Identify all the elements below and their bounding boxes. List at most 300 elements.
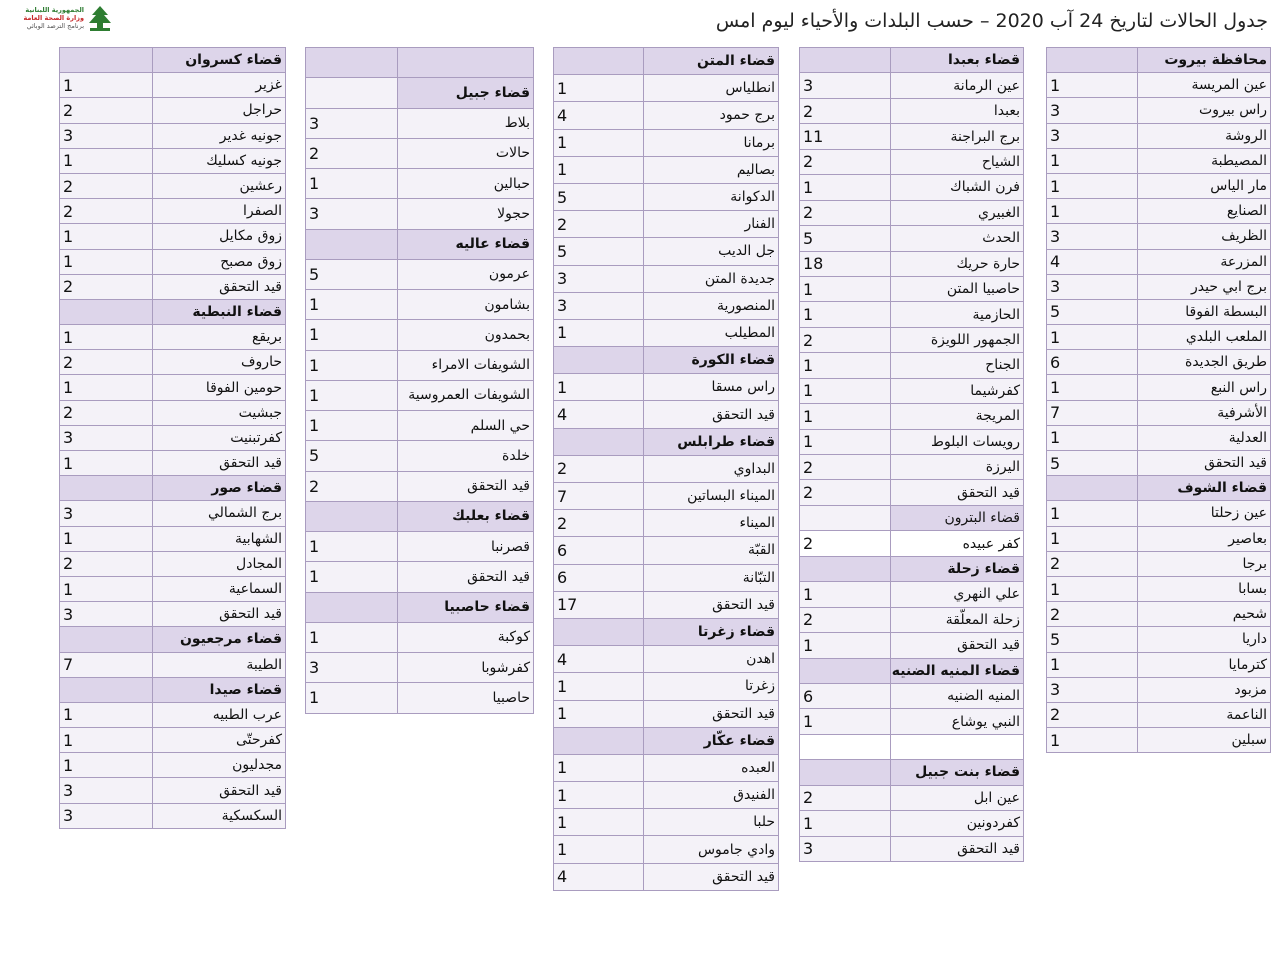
case-count <box>800 734 891 759</box>
case-count: 2 <box>1047 602 1138 627</box>
case-count: 7 <box>60 652 153 677</box>
locality-name: الغبيري <box>891 200 1024 225</box>
ministry-logo <box>8 4 116 34</box>
case-count: 2 <box>60 274 153 299</box>
locality-name: عرب الطبيه <box>153 702 286 727</box>
case-count: 5 <box>554 183 644 210</box>
table-row <box>800 251 1024 276</box>
locality-name: البسطة الفوقا <box>1138 299 1271 324</box>
table-row <box>1047 274 1271 299</box>
locality-name: عرمون <box>398 259 534 289</box>
locality-name: علي النهري <box>891 582 1024 607</box>
locality-name: رعشين <box>153 173 286 198</box>
table-row <box>1047 677 1271 702</box>
case-count: 5 <box>1047 299 1138 324</box>
case-count: 18 <box>800 251 891 276</box>
case-count: 1 <box>800 302 891 327</box>
table-row <box>800 226 1024 251</box>
case-count: 1 <box>554 754 644 781</box>
case-count: 2 <box>800 785 891 810</box>
table-row <box>800 709 1024 734</box>
locality-name: الفنار <box>644 211 779 238</box>
table-row <box>800 276 1024 301</box>
case-count: 3 <box>1047 98 1138 123</box>
case-count: 2 <box>60 98 153 123</box>
locality-name: الدكوانة <box>644 183 779 210</box>
locality-name: مزبود <box>1138 677 1271 702</box>
district-header-row <box>800 556 1024 581</box>
case-count: 1 <box>1047 425 1138 450</box>
table-row <box>306 622 534 652</box>
locality-name: انطلياس <box>644 75 779 102</box>
table-row <box>800 327 1024 352</box>
case-count: 1 <box>60 451 153 476</box>
locality-name: الروشة <box>1138 123 1271 148</box>
table-row <box>800 455 1024 480</box>
case-count: 1 <box>1047 199 1138 224</box>
table-row <box>60 249 286 274</box>
locality-name: المطيلب <box>644 319 779 346</box>
table-row <box>60 123 286 148</box>
case-count: 3 <box>554 265 644 292</box>
table-row <box>554 319 779 346</box>
metn-district-table <box>553 47 779 891</box>
case-count: 1 <box>60 224 153 249</box>
table-row <box>60 400 286 425</box>
table-row <box>1047 551 1271 576</box>
locality-name: اهدن <box>644 646 779 673</box>
district-header-row <box>306 78 534 108</box>
case-count: 3 <box>306 653 398 683</box>
case-count: 2 <box>800 531 891 556</box>
locality-name: كفر عبيده <box>891 531 1024 556</box>
case-count: 1 <box>60 249 153 274</box>
case-count: 1 <box>554 129 644 156</box>
table-row <box>306 683 534 713</box>
district-header-row <box>306 592 534 622</box>
case-count: 2 <box>800 98 891 123</box>
locality-name: بعبدا <box>891 98 1024 123</box>
locality-name: وادي جاموس <box>644 836 779 863</box>
district-header-row <box>306 501 534 531</box>
case-count: 1 <box>60 753 153 778</box>
table-row <box>60 576 286 601</box>
case-count: 1 <box>554 319 644 346</box>
case-count: 1 <box>306 169 398 199</box>
case-count <box>306 48 398 78</box>
district-name: قضاء عاليه <box>398 229 534 259</box>
table-row <box>306 411 534 441</box>
case-count: 1 <box>554 374 644 401</box>
case-count: 1 <box>306 562 398 592</box>
case-count <box>554 727 644 754</box>
case-count: 3 <box>1047 224 1138 249</box>
table-row <box>60 501 286 526</box>
district-name <box>398 48 534 78</box>
locality-name: السكسكية <box>153 803 286 828</box>
table-row <box>554 782 779 809</box>
table-row <box>554 129 779 156</box>
table-row <box>554 836 779 863</box>
locality-name: جديدة المتن <box>644 265 779 292</box>
table-row <box>1047 576 1271 601</box>
locality-name: حي السلم <box>398 411 534 441</box>
table-row <box>1047 199 1271 224</box>
table-row <box>1047 249 1271 274</box>
table-row <box>60 274 286 299</box>
case-count: 1 <box>800 582 891 607</box>
locality-name: المجادل <box>153 551 286 576</box>
case-count: 2 <box>60 199 153 224</box>
case-count: 2 <box>800 480 891 505</box>
table-row <box>60 602 286 627</box>
case-count: 1 <box>306 411 398 441</box>
locality-name: قيد التحقق <box>153 274 286 299</box>
locality-name: الشهابية <box>153 526 286 551</box>
district-header-row <box>306 229 534 259</box>
table-row <box>554 564 779 591</box>
table-row <box>60 551 286 576</box>
case-count: 3 <box>554 292 644 319</box>
table-row <box>306 169 534 199</box>
district-header-row <box>800 48 1024 73</box>
table-row <box>554 754 779 781</box>
table-row <box>800 98 1024 123</box>
locality-name: راس مسقا <box>644 374 779 401</box>
locality-name: راس النبع <box>1138 375 1271 400</box>
table-row <box>800 353 1024 378</box>
jbeil-district-table <box>305 47 534 714</box>
case-count: 1 <box>306 622 398 652</box>
table-row <box>1047 501 1271 526</box>
table-row <box>306 350 534 380</box>
logo-line-2: وزارة الصحة العامة <box>23 14 84 22</box>
case-count: 5 <box>1047 627 1138 652</box>
case-count: 6 <box>554 537 644 564</box>
locality-name: قيد التحقق <box>644 863 779 890</box>
case-count: 2 <box>800 455 891 480</box>
table-row <box>60 803 286 828</box>
district-header-row <box>554 347 779 374</box>
table-row <box>800 785 1024 810</box>
table-row <box>306 138 534 168</box>
table-row <box>60 526 286 551</box>
table-row <box>554 211 779 238</box>
district-name: قضاء عكّار <box>644 727 779 754</box>
table-row <box>306 290 534 320</box>
case-count: 4 <box>554 401 644 428</box>
table-row <box>800 607 1024 632</box>
table-row <box>306 562 534 592</box>
case-count: 2 <box>554 510 644 537</box>
case-count: 5 <box>800 226 891 251</box>
locality-name: كفرشيما <box>891 378 1024 403</box>
case-count: 3 <box>60 501 153 526</box>
locality-name: اليرزة <box>891 455 1024 480</box>
case-count: 6 <box>800 683 891 708</box>
district-header-row <box>554 428 779 455</box>
district-name: قضاء صيدا <box>153 677 286 702</box>
table-row <box>306 380 534 410</box>
district-name: قضاء كسروان <box>153 48 286 73</box>
table-row <box>800 531 1024 556</box>
case-count: 1 <box>554 156 644 183</box>
case-count: 1 <box>306 532 398 562</box>
locality-name: الجمهور اللويزة <box>891 327 1024 352</box>
case-count: 3 <box>306 199 398 229</box>
locality-name: كترمايا <box>1138 652 1271 677</box>
locality-name: حراجل <box>153 98 286 123</box>
baabda-district-table <box>799 47 1024 862</box>
locality-name: القبّة <box>644 537 779 564</box>
cedar-icon <box>86 4 114 32</box>
locality-name: الميناء البساتين <box>644 483 779 510</box>
district-name: قضاء المتن <box>644 48 779 75</box>
locality-name: داريا <box>1138 627 1271 652</box>
case-count: 2 <box>60 350 153 375</box>
case-count <box>800 760 891 785</box>
table-row <box>554 673 779 700</box>
table-row <box>554 374 779 401</box>
case-count: 11 <box>800 124 891 149</box>
table-row <box>306 259 534 289</box>
table-row <box>60 98 286 123</box>
locality-name: قيد التحقق <box>153 778 286 803</box>
district-header-row <box>60 476 286 501</box>
table-row <box>306 441 534 471</box>
table-row <box>1047 702 1271 727</box>
case-count: 1 <box>60 702 153 727</box>
locality-name: كفرحتّى <box>153 728 286 753</box>
locality-name: برج ابي حيدر <box>1138 274 1271 299</box>
locality-name: رويسات البلوط <box>891 429 1024 454</box>
locality-name: جونيه غدير <box>153 123 286 148</box>
table-row <box>60 728 286 753</box>
locality-name: مجدليون <box>153 753 286 778</box>
case-count: 1 <box>800 633 891 658</box>
table-row <box>60 325 286 350</box>
locality-name: الأشرفية <box>1138 400 1271 425</box>
table-row <box>554 265 779 292</box>
locality-name: زوق مصبح <box>153 249 286 274</box>
locality-name: حجولا <box>398 199 534 229</box>
table-row <box>554 483 779 510</box>
locality-name: الشويفات العمروسية <box>398 380 534 410</box>
case-count <box>800 556 891 581</box>
case-count: 3 <box>1047 677 1138 702</box>
beirut-governorate-table <box>1046 47 1271 753</box>
locality-name: خلدة <box>398 441 534 471</box>
case-count <box>306 592 398 622</box>
district-name: قضاء بعبدا <box>891 48 1024 73</box>
case-count: 2 <box>800 149 891 174</box>
case-count: 2 <box>60 173 153 198</box>
case-count: 1 <box>60 148 153 173</box>
locality-name: الصنايع <box>1138 199 1271 224</box>
table-row <box>1047 325 1271 350</box>
case-count: 1 <box>306 290 398 320</box>
table-row <box>800 378 1024 403</box>
case-count: 5 <box>1047 451 1138 476</box>
table-row <box>1047 173 1271 198</box>
district-header-row <box>60 299 286 324</box>
case-count: 1 <box>306 350 398 380</box>
case-count: 2 <box>554 211 644 238</box>
table-row <box>1047 224 1271 249</box>
case-count: 1 <box>1047 576 1138 601</box>
table-row <box>1047 451 1271 476</box>
case-count: 2 <box>306 138 398 168</box>
case-count: 3 <box>60 123 153 148</box>
case-count: 3 <box>800 836 891 861</box>
locality-name: زوق مكايل <box>153 224 286 249</box>
locality-name: العبده <box>644 754 779 781</box>
case-count: 3 <box>1047 274 1138 299</box>
case-count <box>554 618 644 645</box>
table-row <box>60 425 286 450</box>
case-count: 1 <box>1047 173 1138 198</box>
district-header-row <box>60 48 286 73</box>
table-row <box>60 350 286 375</box>
case-count <box>800 48 891 73</box>
locality-name: بصاليم <box>644 156 779 183</box>
case-count <box>554 48 644 75</box>
case-count: 1 <box>306 683 398 713</box>
locality-name: قيد التحقق <box>644 401 779 428</box>
case-count: 7 <box>554 483 644 510</box>
case-count <box>306 501 398 531</box>
locality-name: قصرنبا <box>398 532 534 562</box>
table-row <box>60 148 286 173</box>
district-name: قضاء البترون <box>891 505 1024 530</box>
table-row <box>800 429 1024 454</box>
locality-name: حلبا <box>644 809 779 836</box>
case-count: 1 <box>60 375 153 400</box>
locality-name: التبّانة <box>644 564 779 591</box>
district-header-row <box>554 48 779 75</box>
locality-name: الحدث <box>891 226 1024 251</box>
table-row <box>60 702 286 727</box>
table-row <box>1047 728 1271 753</box>
table-row <box>1047 602 1271 627</box>
table-row <box>60 753 286 778</box>
locality-name: المنيه الضنيه <box>891 683 1024 708</box>
case-count: 5 <box>554 238 644 265</box>
case-count <box>60 48 153 73</box>
locality-name: الطيبة <box>153 652 286 677</box>
locality-name: قيد التحقق <box>891 633 1024 658</box>
case-count: 1 <box>60 576 153 601</box>
case-count: 1 <box>1047 325 1138 350</box>
case-count: 1 <box>800 353 891 378</box>
locality-name: كوكبة <box>398 622 534 652</box>
table-row <box>800 200 1024 225</box>
locality-name: الجناح <box>891 353 1024 378</box>
case-count: 1 <box>800 378 891 403</box>
case-count: 2 <box>554 455 644 482</box>
locality-name: بعاصير <box>1138 526 1271 551</box>
district-header-row <box>1047 476 1271 501</box>
case-count: 6 <box>554 564 644 591</box>
locality-name: عين زحلتا <box>1138 501 1271 526</box>
keserwan-district-table <box>59 47 286 829</box>
table-row <box>554 809 779 836</box>
table-row <box>1047 299 1271 324</box>
case-count: 1 <box>800 404 891 429</box>
case-count: 1 <box>60 325 153 350</box>
case-count: 3 <box>306 108 398 138</box>
table-row <box>60 652 286 677</box>
case-count: 4 <box>554 863 644 890</box>
table-row <box>1047 652 1271 677</box>
locality-name: برجا <box>1138 551 1271 576</box>
table-row <box>554 646 779 673</box>
locality-name: عين المريسة <box>1138 73 1271 98</box>
locality-name: عين الرمانة <box>891 73 1024 98</box>
locality-name: البداوي <box>644 455 779 482</box>
table-row <box>554 183 779 210</box>
table-row <box>554 156 779 183</box>
locality-name: برج الشمالي <box>153 501 286 526</box>
district-name: قضاء حاصبيا <box>398 592 534 622</box>
table-row <box>1047 350 1271 375</box>
table-row <box>800 734 1024 759</box>
case-count: 5 <box>306 259 398 289</box>
case-count <box>60 627 153 652</box>
locality-name: السماعية <box>153 576 286 601</box>
case-count: 6 <box>1047 350 1138 375</box>
locality-name: حبالين <box>398 169 534 199</box>
locality-name <box>891 734 1024 759</box>
case-count <box>554 428 644 455</box>
case-count <box>800 505 891 530</box>
case-count: 1 <box>554 782 644 809</box>
case-count <box>60 476 153 501</box>
case-count: 1 <box>554 836 644 863</box>
district-header-row <box>1047 48 1271 73</box>
table-row <box>800 836 1024 861</box>
table-row <box>554 455 779 482</box>
case-count: 1 <box>306 380 398 410</box>
table-row <box>800 124 1024 149</box>
case-count: 17 <box>554 591 644 618</box>
locality-name: زغرتا <box>644 673 779 700</box>
district-name: قضاء جبيل <box>398 78 534 108</box>
table-row <box>554 102 779 129</box>
case-count <box>306 78 398 108</box>
district-header-row <box>554 618 779 645</box>
case-count: 1 <box>554 75 644 102</box>
locality-name: المنصورية <box>644 292 779 319</box>
locality-name: قيد التحقق <box>891 836 1024 861</box>
locality-name: زحلة المعلّقة <box>891 607 1024 632</box>
locality-name: برمانا <box>644 129 779 156</box>
table-row <box>800 480 1024 505</box>
logo-line-3: برنامج الترصد الوبائي <box>26 22 84 30</box>
locality-name: مار الياس <box>1138 173 1271 198</box>
district-name: قضاء بعلبك <box>398 501 534 531</box>
table-row <box>1047 526 1271 551</box>
table-row <box>800 73 1024 98</box>
case-count: 2 <box>306 471 398 501</box>
table-row <box>60 451 286 476</box>
case-count: 1 <box>1047 526 1138 551</box>
case-count: 1 <box>800 175 891 200</box>
locality-name: الظريف <box>1138 224 1271 249</box>
district-header-row <box>554 727 779 754</box>
district-name: قضاء مرجعيون <box>153 627 286 652</box>
locality-name: راس بيروت <box>1138 98 1271 123</box>
